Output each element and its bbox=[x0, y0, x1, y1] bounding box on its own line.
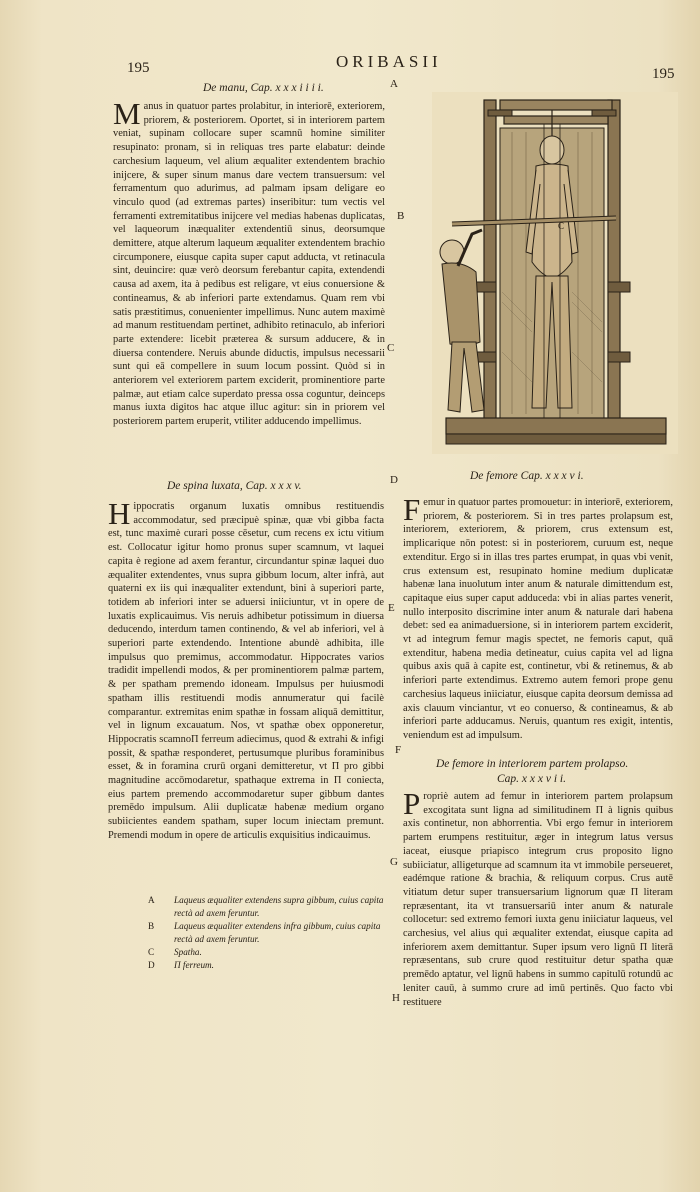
text-de-manu-body: anus in quatuor partes prolabitur, in interiorē, exteriorem, priorem, & posteriorem. Oportet, si in interiorem partem veniat, supinam collocare super scamnū homine similiter resupinato: pronam, si in reliquas tres parte elabatur: deinde carchesium laqueum, vel alium æqualiter extendentem brachio inijcere, & super sinum manus dare vectem transuersum: vel ferramentum quo adurimus, ad palmam ipsam deligare eo vinculo quod (ad extremas partes) inseribitur: tum vectis vel ferramenti extremitatibus inijcere vel medias habenas duplicatas, vel laqueorum inæqualiter extendentiū sinus, deorsumque demittere, atque alterum laqueum æqualiter extendentem brachio circumponere, eiusque capita super caput adducta, vt retinacula sint, deuincire: quæ verò deorsum ferebantur capita, extendendi causa ad axem, ita à pedibus est religare, vt eius conuersione & contineamus, & ab inferiori parte extendamus. Quam rem vbi satis præstitimus, conuenienter impellimus. Nunc autem maximè ad manum restituendam pertinet, adhibito retinaculo, ab inferiori parte extendere: licebit præterea & sursum adducere, & in diuersa contendere. Neruis abunde diductis, impulsus necessarii sunt qui eā compellere in suum locum possint. Quòd si in anteriorem vel exteriorem partem exciderit, prominentiore parte palmæ, aut etiam calce superdato pressa ossa coguntur, deinceps manus iuxta digitos hac atque illuc agitur: sin in priorem vel posteriorem partem eruperit, vtiliter adducendo impellimus. bbox=[113, 101, 385, 428]
figure-ambe-apparatus bbox=[432, 92, 678, 454]
text-de-manu bbox=[113, 96, 385, 429]
figure-legend bbox=[142, 894, 390, 972]
margin-letter-d: D bbox=[390, 474, 398, 486]
margin-letter-h: H bbox=[392, 992, 400, 1004]
page-number-right: 195 bbox=[652, 66, 675, 82]
drop-initial-p: P bbox=[403, 786, 421, 821]
drop-initial-m: M bbox=[113, 96, 141, 131]
margin-letter-c: C bbox=[387, 342, 395, 354]
legend-row: B Laqueus æqualiter extendens infra gibbum, cuius capita rectà ad axem feruntur. bbox=[148, 921, 381, 944]
heading-de-femore: De femore Cap. x x x v i. bbox=[470, 470, 584, 482]
margin-letter-b: B bbox=[397, 210, 405, 222]
heading-cap-37: Cap. x x x v i i. bbox=[497, 773, 566, 785]
running-title: ORIBASII bbox=[336, 52, 442, 71]
text-de-femore-body: emur in quatuor partes promouetur: in interiorē, exteriorem, priorem, & posteriorem. Si in tres partes prolapsum est, interiorem, exteriorem, & priorem, crus extensum est, implicarique nōn potest: si in posteriorem, curuum est, neque extenditur. Ergo si in illas tres partes erumpat, in quas vbi venit, crus extensum est, resupinato homine medium duplicatæ habenæ lana inuolutum inter anum & naturale dimittendum est, capitaque eius super caput adduceda: vbi in alias partes venerit, nullo interposito discrimine inter anum & naturale dari habena debet: sed ea animaduersione, si in interiorem partem exciderit, vt ad integrum femur magis spectet, ne femoris caput, quā extenditur, habena media detineatur, cuius capita vel ad ligna quibus axis quā à capite est, continetur, vbi & retinemus, & ab inferiori parte extendimus. Extremo autem femori prope genu carchesius laqueus iniiciatur, eiusque capita deorsum demissa ad axis clauum vinciantur, vt eo conuerso, & contineamus, & ab inferiori parte adducamus. Neruis, quantum res exigit, intentis, veniendum est ad impulsum. bbox=[403, 497, 673, 741]
text-de-spina-body: ippocratis organum luxatis omnibus restituendis accommodatur, sed præcipuè spinæ, quæ vbi gibba facta est, tunc maximè curari posse cēsetur, cum recens ex ictu vitium est. Collocatur igitur homo pronus super scamnum, vt laquei capita è regione ad axem ferantur, circundantur spinæ laquei duo æqualiter extendentes, vnus supra gibbum locum, alter infrà, aut quaterni ex iis qui inæqualiter extendunt, bini à superiori parte, totidem ab inferiori inter se aduersi iniiciuntur, vt in opere de luxatis explicauimus. Vis neruis adhibetur potissimum in diuersa deducendo, interdum tamen continendo, & vel ab inferiori, vel à superiori parte extendendo. Intentione abundè adhibita, ille impulsus quo premimus, accommodatur. Hippocrates varios tradidit impellendi modos, & per prominentiorem palmæ partem, & per spatham premendo idoneam. Impulsus per huiusmodi spatham illis restituendi modis annumeratur qui facilè comparantur. extremitas enim spathæ in fossam aliquā demittitur, vel in lignum excauatum. Nos, vt spathæ obex opponeretur, Hippocratis scamnoΠ ferreum adiecimus, quod & extrahi & infigi possit, & spathæ responderet, pertusumque pluribus foraminibus esset, & in foramina crurū organi demitteretur, vt Π pro gibbi magnitudine accōmodaretur, spathaque extrema in Π coniecta, eius partem premendo accommodaretur super gibbum dantes premēdo impulsum. Alii duplicatæ habenæ medium organo subiicientes eandem spatham, super locum iniectam premunt. Premendi modum in opere de articulis exquisitius indicauimus. bbox=[108, 501, 384, 841]
drop-initial-f: F bbox=[403, 492, 421, 527]
margin-letter-g: G bbox=[390, 856, 398, 868]
text-de-femore-priorem bbox=[403, 786, 673, 1009]
legend-row: C Spatha. bbox=[148, 947, 202, 957]
text-de-spina bbox=[108, 496, 384, 843]
margin-letter-f: F bbox=[395, 744, 402, 756]
figure-label-c: C bbox=[558, 221, 565, 231]
margin-letter-e: E bbox=[388, 602, 395, 614]
text-de-femore-priorem-body: ropriè autem ad femur in interiorem partem prolapsum excogitata sunt ligna ad similitudinem Π à lignis quibus axis continetur, non abhorrentia. Vbi ergo femur in interiorem partem erumpens restituitur, æger in integrum latus versus iaceat, eiusque priapisco integrum crus proposito ligno subiiciatur, alligeturque ad scamnum ita vt immobile perseueret, eadémque ratione & brachia, & reliquum corpus. Crus autē vitiatum detur super transuersarium lignorum quæ Π literam repræsentant, ita vt transuersariū inter anum & naturale collocetur: sed extremo femori iuxta genu iniiciatur laqueus, vel carchesius, vel alius qui æqualiter extendat, eiusque capita ad inferiorem axem demittantur. Super ipsum vero lignū Π literā repræsentans, sub crure quod restituitur detur spatha quæ premēdo aptatur, vel lignū habens in summo capitulū rotundū ac leniter cauū, à summo crure ad imū pertinēs. Quo facto vbi restituere bbox=[403, 791, 673, 1008]
heading-de-spina: De spina luxata, Cap. x x x v. bbox=[167, 480, 302, 492]
woodcut-illustration bbox=[432, 92, 678, 454]
heading-de-femore-priorem: De femore in interiorem partem prolapso. bbox=[436, 758, 629, 770]
legend-row: D Π ferreum. bbox=[148, 960, 214, 970]
margin-letter-a: A bbox=[390, 78, 398, 90]
legend-row: A Laqueus æqualiter extendens supra gibbum, cuius capita rectà ad axem feruntur. bbox=[148, 895, 384, 918]
drop-initial-h: H bbox=[108, 496, 131, 531]
text-de-femore bbox=[403, 492, 673, 743]
heading-de-manu: De manu, Cap. x x x i i i i. bbox=[203, 82, 324, 94]
page-number-left: 195 bbox=[127, 60, 150, 76]
